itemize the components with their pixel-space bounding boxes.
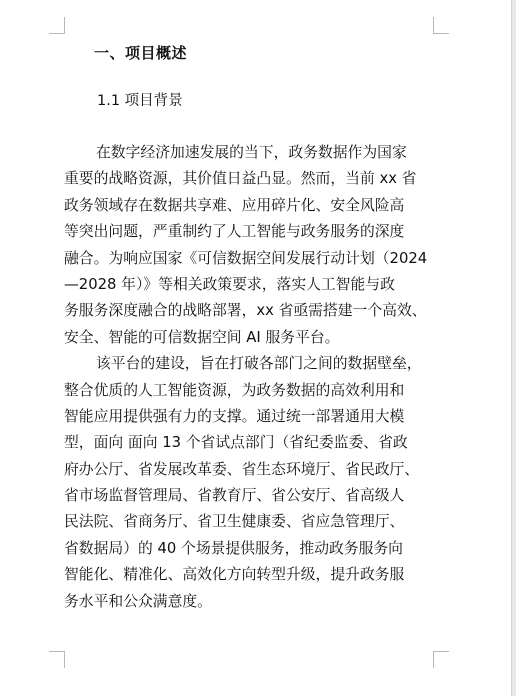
margin-mark-bottom-left: [49, 651, 65, 668]
paragraph-line: 务水平和公众满意度。: [64, 592, 212, 610]
paragraph-line: —2028 年）》等相关政策要求，落实人工智能与政: [64, 275, 395, 293]
margin-mark-bottom-right: [433, 651, 449, 668]
margin-mark-top-right: [433, 17, 449, 34]
paragraph-line: 该平台的建设，旨在打破各部门之间的数据壁垒，: [96, 355, 422, 373]
paragraph: [64, 351, 435, 615]
paragraph-line: 智能化、精准化、高效化方向转型升级，提升政务服: [64, 566, 405, 584]
margin-mark-top-left: [49, 17, 65, 34]
paragraph-line: 民法院、省商务厅、省卫生健康委、省应急管理厅、: [64, 513, 405, 531]
page-edge: [511, 0, 516, 696]
paragraph-line: 智能应用提供强有力的支撑。通过统一部署通用大模: [64, 407, 405, 425]
paragraph-line: 安全、智能的可信数据空间 AI 服务平台。: [64, 328, 340, 346]
section-heading: 一、项目概述: [94, 44, 188, 62]
paragraph-line: 型，面向 面向 13 个省试点部门（省纪委监委、省政: [64, 434, 408, 452]
paragraph-line: 整合优质的人工智能资源，为政务数据的高效利用和: [64, 381, 405, 399]
paragraph-line: 省数据局）的 40 个场景提供服务，推动政务服务向: [64, 539, 403, 557]
subsection-heading: 1.1 项目背景: [97, 93, 183, 109]
paragraph-line: 府办公厅、省发展改革委、省生态环境厅、省民政厅、: [64, 460, 420, 478]
paragraph-line: 等突出问题，严重制约了人工智能与政务服务的深度: [64, 223, 405, 241]
paragraph-line: 政务领域存在数据共享难、应用碎片化、安全风险高: [64, 196, 405, 214]
paragraph-line: 在数字经济加速发展的当下，政务数据作为国家: [96, 144, 407, 161]
paragraph-line: 省市场监督管理局、省教育厅、省公安厅、省高级人: [64, 487, 405, 505]
paragraph-line: 重要的战略资源，其价值日益凸显。然而，当前 xx 省: [64, 170, 417, 188]
paragraph-line: 务服务深度融合的战略部署，xx 省亟需搭建一个高效、: [64, 302, 427, 320]
paragraph-line: 融合。为响应国家《可信数据空间发展行动计划（2024: [64, 249, 428, 267]
paragraph: [64, 140, 435, 351]
body-text: [64, 140, 435, 615]
